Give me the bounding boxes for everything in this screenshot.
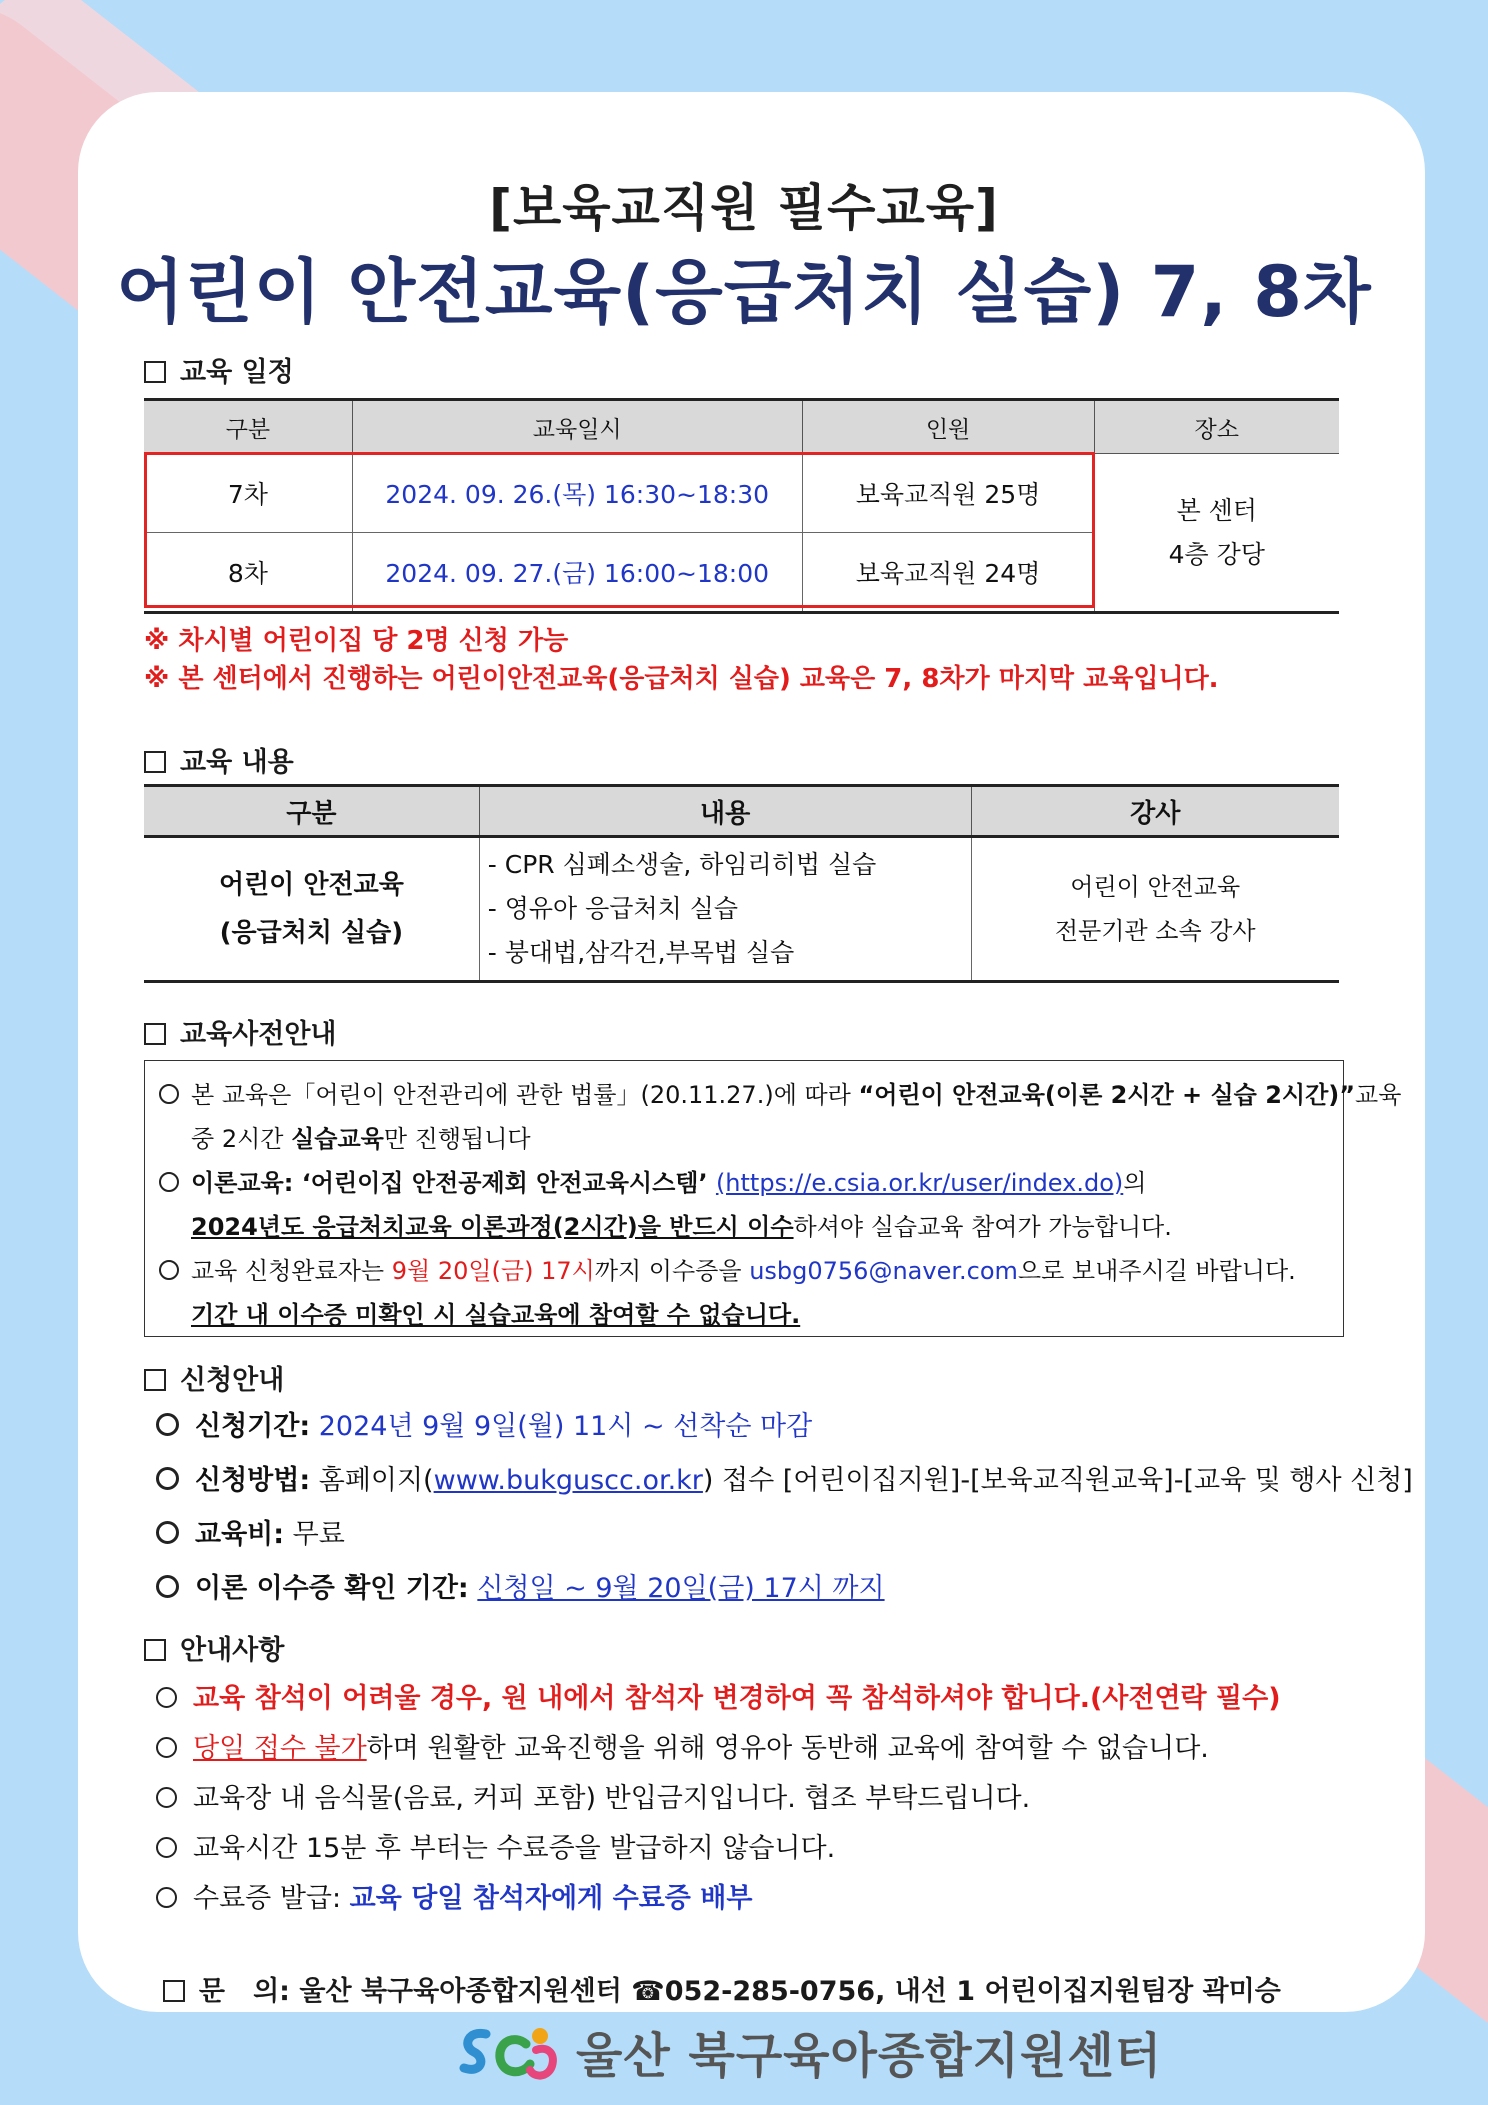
preguide-text: 까지 이수증을 xyxy=(594,1257,750,1285)
content-instructor-line1: 어린이 안전교육 xyxy=(1070,873,1241,901)
apply-period-value: 2024년 9월 9일(월) 11시 ~ 선착순 마감 xyxy=(318,1411,813,1442)
circle-bullet-icon xyxy=(156,1521,179,1544)
checkbox-square-icon xyxy=(144,1639,166,1661)
section-notice-title: 안내사항 xyxy=(180,1635,285,1666)
notice-emphasis: 당일 접수 불가 xyxy=(193,1733,367,1764)
notice-text: 교육시간 15분 후 부터는 수료증을 발급하지 않습니다. xyxy=(193,1833,836,1864)
schedule-header-people: 인원 xyxy=(802,400,1094,454)
circle-bullet-icon xyxy=(156,1737,177,1758)
preguide-line-5 xyxy=(159,1251,1296,1286)
circle-bullet-icon xyxy=(159,1084,179,1104)
schedule-note-1: ※ 차시별 어린이집 당 2명 신청 가능 xyxy=(144,626,569,656)
preguide-text: 본 교육은「어린이 안전관리에 관한 법률」(20.11.27.)에 따라 xyxy=(191,1081,859,1109)
inquiry-line xyxy=(144,1938,1281,2008)
preguide-text: 중 2시간 xyxy=(191,1125,292,1153)
content-instructor-line2: 전문기관 소속 강사 xyxy=(1054,917,1256,945)
checkbox-square-icon xyxy=(144,1369,166,1391)
preguide-line-3 xyxy=(159,1163,1146,1198)
section-preguide-title: 교육사전안내 xyxy=(180,1019,337,1050)
section-apply-title: 신청안내 xyxy=(180,1365,285,1396)
notice-item-3 xyxy=(156,1776,1030,1815)
content-instructor xyxy=(971,837,1339,982)
content-items xyxy=(479,837,971,982)
schedule-people: 보육교직원 24명 xyxy=(802,533,1094,613)
notice-item-4 xyxy=(156,1826,835,1865)
circle-bullet-icon xyxy=(159,1260,179,1280)
schedule-people: 보육교직원 25명 xyxy=(802,454,1094,533)
preguide-text: 의 xyxy=(1123,1169,1147,1197)
preguide-emphasis: “어린이 안전교육(이론 2시간 + 실습 2시간)” xyxy=(858,1081,1356,1109)
content-category-line2: (응급처치 실습) xyxy=(219,918,404,948)
section-apply-heading xyxy=(144,1358,284,1397)
content-item: - 붕대법,삼각건,부목법 실습 xyxy=(487,938,795,967)
apply-period-label: 신청기간: xyxy=(195,1411,311,1442)
content-category xyxy=(144,837,479,982)
title-line2: 어린이 안전교육(응급처치 실습) 7, 8차 xyxy=(116,251,1372,333)
content-row xyxy=(144,837,1339,982)
highlight-box xyxy=(144,452,1095,608)
center-logo-icon xyxy=(456,2016,566,2086)
content-header-content: 내용 xyxy=(479,786,971,837)
apply-method-text: ) 접수 [어린이집지원]-[보육교직원교육]-[교육 및 행사 신청] xyxy=(702,1465,1413,1496)
schedule-header-datetime: 교육일시 xyxy=(352,400,802,454)
checkbox-square-icon xyxy=(163,1980,185,2002)
apply-fee xyxy=(156,1512,345,1551)
content-table xyxy=(144,784,1339,983)
title-line1: [보육교직원 필수교육] xyxy=(489,179,999,237)
center-logo-text: 울산 북구육아종합지원센터 xyxy=(576,2027,1163,2084)
apply-method xyxy=(156,1458,1413,1497)
preguide-text: 으로 보내주시길 바랍니다. xyxy=(1017,1257,1296,1285)
preguide-email-link[interactable]: usbg0756@naver.com xyxy=(749,1257,1018,1285)
notice-item-1 xyxy=(156,1676,1281,1715)
preguide-text: 교육 xyxy=(1355,1081,1402,1109)
preguide-emphasis: 이론교육: ‘어린이집 안전공제회 안전교육시스템’ xyxy=(191,1169,716,1197)
preguide-emphasis: 실습교육 xyxy=(291,1125,384,1153)
inquiry-label: 문 의: xyxy=(198,1976,290,2007)
notice-text: 수료증 발급: xyxy=(193,1883,350,1914)
section-content-heading xyxy=(144,740,294,779)
section-content-title: 교육 내용 xyxy=(180,747,294,778)
preguide-emphasis: 2024년도 응급처치교육 이론과정(2시간)을 반드시 이수 xyxy=(191,1213,794,1241)
apply-check-label: 이론 이수증 확인 기간: xyxy=(195,1573,469,1604)
schedule-round: 7차 xyxy=(144,454,352,533)
schedule-place-line2: 4층 강당 xyxy=(1168,539,1265,569)
section-preguide-heading xyxy=(144,1012,337,1051)
content-header-instructor: 강사 xyxy=(971,786,1339,837)
schedule-place xyxy=(1094,454,1339,613)
preguide-line-2 xyxy=(191,1119,531,1154)
content-header-category: 구분 xyxy=(144,786,479,837)
preguide-deadline: 9월 20일(금) 17시 xyxy=(391,1257,595,1285)
apply-method-label: 신청방법: xyxy=(195,1465,311,1496)
notice-item-2 xyxy=(156,1726,1209,1765)
schedule-header-round: 구분 xyxy=(144,400,352,454)
apply-fee-value: 무료 xyxy=(292,1519,345,1550)
apply-fee-label: 교육비: xyxy=(195,1519,285,1550)
apply-method-text: 홈페이지( xyxy=(318,1465,434,1496)
circle-bullet-icon xyxy=(156,1687,177,1708)
notice-emphasis: 교육 당일 참석자에게 수료증 배부 xyxy=(349,1883,753,1914)
checkbox-square-icon xyxy=(144,1023,166,1045)
schedule-header-place: 장소 xyxy=(1094,400,1339,454)
preguide-box xyxy=(144,1060,1402,1337)
apply-check-period xyxy=(156,1566,885,1605)
circle-bullet-icon xyxy=(156,1467,179,1490)
circle-bullet-icon xyxy=(156,1887,177,1908)
circle-bullet-icon xyxy=(156,1575,179,1598)
content-item: - 영유아 응급처치 실습 xyxy=(487,894,738,923)
apply-period xyxy=(156,1404,812,1443)
section-schedule-title: 교육 일정 xyxy=(180,357,294,388)
center-logo xyxy=(456,2016,1162,2086)
checkbox-square-icon xyxy=(144,361,166,383)
preguide-text: 만 진행됩니다 xyxy=(383,1125,531,1153)
apply-homepage-link[interactable]: www.bukguscc.or.kr xyxy=(433,1465,703,1496)
preguide-line-6: 기간 내 이수증 미확인 시 실습교육에 참여할 수 없습니다. xyxy=(191,1301,801,1329)
notice-item-5 xyxy=(156,1876,752,1915)
notice-text: 하며 원활한 교육진행을 위해 영유아 동반해 교육에 참여할 수 없습니다. xyxy=(366,1733,1209,1764)
preguide-text: 교육 신청완료자는 xyxy=(191,1257,392,1285)
circle-bullet-icon xyxy=(156,1787,177,1808)
section-schedule-heading xyxy=(144,350,294,389)
schedule-round: 8차 xyxy=(144,533,352,613)
preguide-line-1 xyxy=(159,1075,1401,1110)
content-category-line1: 어린이 안전교육 xyxy=(218,870,404,900)
preguide-system-link[interactable]: (https://e.csia.or.kr/user/index.do) xyxy=(715,1169,1124,1197)
inquiry-text: 울산 북구육아종합지원센터 ☎052-285-0756, 내선 1 어린이집지원팀장 곽미승 xyxy=(299,1976,1281,2007)
preguide-text: 하셔야 실습교육 참여가 가능합니다. xyxy=(793,1213,1172,1241)
section-notice-heading xyxy=(144,1628,284,1667)
notice-text: 교육 참석이 어려울 경우, 원 내에서 참석자 변경하여 꼭 참석하셔야 합니다.(사전연락 필수) xyxy=(193,1683,1281,1714)
checkbox-square-icon xyxy=(144,751,166,773)
circle-bullet-icon xyxy=(156,1413,179,1436)
circle-bullet-icon xyxy=(159,1172,179,1192)
apply-check-value: 신청일 ~ 9월 20일(금) 17시 까지 xyxy=(477,1573,885,1604)
schedule-datetime: 2024. 09. 27.(금) 16:00~18:00 xyxy=(352,533,802,613)
schedule-note-2: ※ 본 센터에서 진행하는 어린이안전교육(응급처치 실습) 교육은 7, 8차가 마지막 교육입니다. xyxy=(144,664,1219,694)
preguide-line-4 xyxy=(191,1207,1172,1242)
content-item: - CPR 심폐소생술, 하임리히법 실습 xyxy=(487,850,877,879)
notice-text: 교육장 내 음식물(음료, 커피 포함) 반입금지입니다. 협조 부탁드립니다. xyxy=(193,1783,1031,1814)
circle-bullet-icon xyxy=(156,1837,177,1858)
schedule-datetime: 2024. 09. 26.(목) 16:30~18:30 xyxy=(352,454,802,533)
schedule-place-line1: 본 센터 xyxy=(1176,495,1257,525)
